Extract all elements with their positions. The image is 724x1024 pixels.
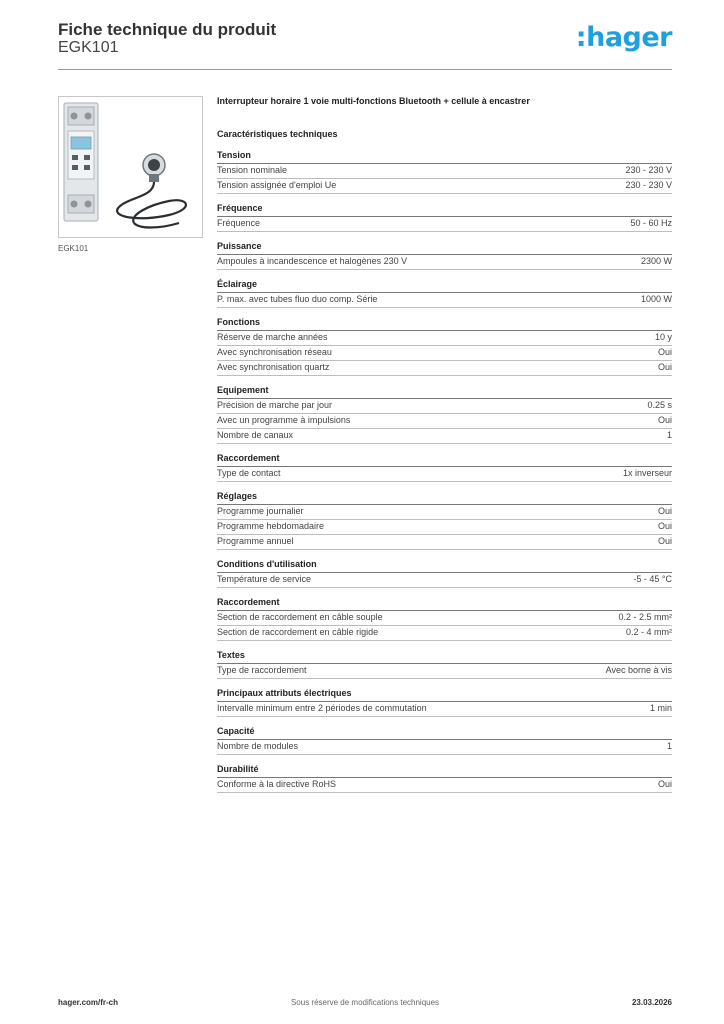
- spec-row: [217, 399, 672, 414]
- spec-label: Avec un programme à impulsions: [217, 415, 351, 425]
- spec-row: [217, 217, 672, 232]
- spec-value: Oui: [657, 506, 672, 516]
- spec-row: [217, 255, 672, 270]
- spec-row: [217, 505, 672, 520]
- spec-label: Température de service: [217, 574, 312, 584]
- spec-row: [217, 361, 672, 376]
- page-header: [58, 20, 672, 70]
- section-title: Tension: [217, 149, 672, 164]
- spec-value: Oui: [657, 779, 672, 789]
- spec-row: [217, 429, 672, 444]
- section-title: Fréquence: [217, 202, 672, 217]
- spec-label: Type de contact: [217, 468, 281, 478]
- spec-row: [217, 179, 672, 194]
- spec-section: [217, 240, 672, 270]
- section-title: Puissance: [217, 240, 672, 255]
- spec-value: Oui: [657, 362, 672, 372]
- page-title: Fiche technique du produit: [58, 20, 277, 39]
- page-footer: [58, 998, 672, 1012]
- spec-row: [217, 331, 672, 346]
- spec-row: [217, 535, 672, 550]
- spec-row: [217, 467, 672, 482]
- spec-row: [217, 626, 672, 641]
- section-title: Capacité: [217, 725, 672, 740]
- spec-section: [217, 596, 672, 641]
- spec-label: Ampoules à incandescence et halogènes 230 V: [217, 256, 408, 266]
- spec-value: 2300 W: [640, 256, 672, 266]
- spec-label: Réserve de marche années: [217, 332, 328, 342]
- spec-label: Avec synchronisation réseau: [217, 347, 332, 357]
- section-title: Principaux attributs électriques: [217, 687, 672, 702]
- section-title: Fonctions: [217, 316, 672, 331]
- spec-label: Fréquence: [217, 218, 261, 228]
- spec-value: 1 min: [649, 703, 672, 713]
- spec-label: Section de raccordement en câble souple: [217, 612, 383, 622]
- spec-heading: Caractéristiques techniques: [217, 129, 338, 139]
- spec-value: -5 - 45 °C: [633, 574, 672, 584]
- spec-section: [217, 202, 672, 232]
- spec-value: 230 - 230 V: [625, 165, 672, 175]
- spec-section: [217, 316, 672, 376]
- section-title: Textes: [217, 649, 672, 664]
- spec-content: [217, 94, 672, 793]
- spec-row: [217, 778, 672, 793]
- product-illustration: [59, 97, 202, 237]
- spec-row: [217, 573, 672, 588]
- spec-label: Programme hebdomadaire: [217, 521, 325, 531]
- spec-row: [217, 611, 672, 626]
- spec-value: 1x inverseur: [622, 468, 672, 478]
- spec-label: Section de raccordement en câble rigide: [217, 627, 379, 637]
- spec-section: [217, 149, 672, 194]
- spec-label: Nombre de canaux: [217, 430, 294, 440]
- spec-section: [217, 725, 672, 755]
- spec-value: Oui: [657, 415, 672, 425]
- product-image: [58, 96, 203, 238]
- spec-label: Tension nominale: [217, 165, 288, 175]
- spec-section: [217, 384, 672, 444]
- spec-value: 10 y: [654, 332, 672, 342]
- header-divider: [58, 69, 672, 70]
- section-title: Durabilité: [217, 763, 672, 778]
- spec-section: [217, 763, 672, 793]
- spec-section: [217, 687, 672, 717]
- product-image-caption: EGK101: [58, 244, 89, 253]
- spec-value: Oui: [657, 347, 672, 357]
- section-title: Raccordement: [217, 596, 672, 611]
- spec-label: P. max. avec tubes fluo duo comp. Série: [217, 294, 378, 304]
- product-description: Interrupteur horaire 1 voie multi-fonctions Bluetooth + cellule à encastrer: [217, 96, 530, 106]
- spec-section: [217, 490, 672, 550]
- spec-row: [217, 346, 672, 361]
- spec-label: Intervalle minimum entre 2 périodes de commutation: [217, 703, 427, 713]
- spec-row: [217, 293, 672, 308]
- spec-value: 230 - 230 V: [625, 180, 672, 190]
- spec-label: Type de raccordement: [217, 665, 307, 675]
- spec-label: Conforme à la directive RoHS: [217, 779, 337, 789]
- spec-row: [217, 664, 672, 679]
- spec-row: [217, 520, 672, 535]
- section-title: Raccordement: [217, 452, 672, 467]
- spec-row: [217, 164, 672, 179]
- footer-date: 23.03.2026: [631, 998, 672, 1007]
- spec-value: Oui: [657, 521, 672, 531]
- section-title: Éclairage: [217, 278, 672, 293]
- section-title: Réglages: [217, 490, 672, 505]
- spec-label: Programme annuel: [217, 536, 294, 546]
- spec-value: Oui: [657, 536, 672, 546]
- spec-value: 0.2 - 4 mm²: [625, 627, 672, 637]
- spec-section: [217, 558, 672, 588]
- spec-label: Précision de marche par jour: [217, 400, 333, 410]
- spec-row: [217, 702, 672, 717]
- spec-label: Nombre de modules: [217, 741, 299, 751]
- spec-label: Tension assignée d'emploi Ue: [217, 180, 337, 190]
- spec-label: Avec synchronisation quartz: [217, 362, 330, 372]
- spec-value: Avec borne à vis: [605, 665, 672, 675]
- spec-value: 0.2 - 2.5 mm²: [618, 612, 672, 622]
- section-title: Conditions d'utilisation: [217, 558, 672, 573]
- spec-label: Programme journalier: [217, 506, 304, 516]
- section-title: Equipement: [217, 384, 672, 399]
- footer-website[interactable]: hager.com/fr-ch: [58, 998, 119, 1007]
- hager-logo: :hager: [575, 22, 672, 53]
- spec-value: 1: [666, 741, 672, 751]
- spec-section: [217, 278, 672, 308]
- spec-row: [217, 740, 672, 755]
- spec-value: 1: [666, 430, 672, 440]
- spec-value: 50 - 60 Hz: [630, 218, 672, 228]
- spec-value: 0.25 s: [647, 400, 672, 410]
- footer-disclaimer: Sous réserve de modifications techniques: [290, 998, 440, 1007]
- product-reference: EGK101: [58, 39, 119, 56]
- spec-sections: [217, 149, 672, 793]
- spec-value: 1000 W: [640, 294, 672, 304]
- spec-section: [217, 452, 672, 482]
- spec-row: [217, 414, 672, 429]
- spec-section: [217, 649, 672, 679]
